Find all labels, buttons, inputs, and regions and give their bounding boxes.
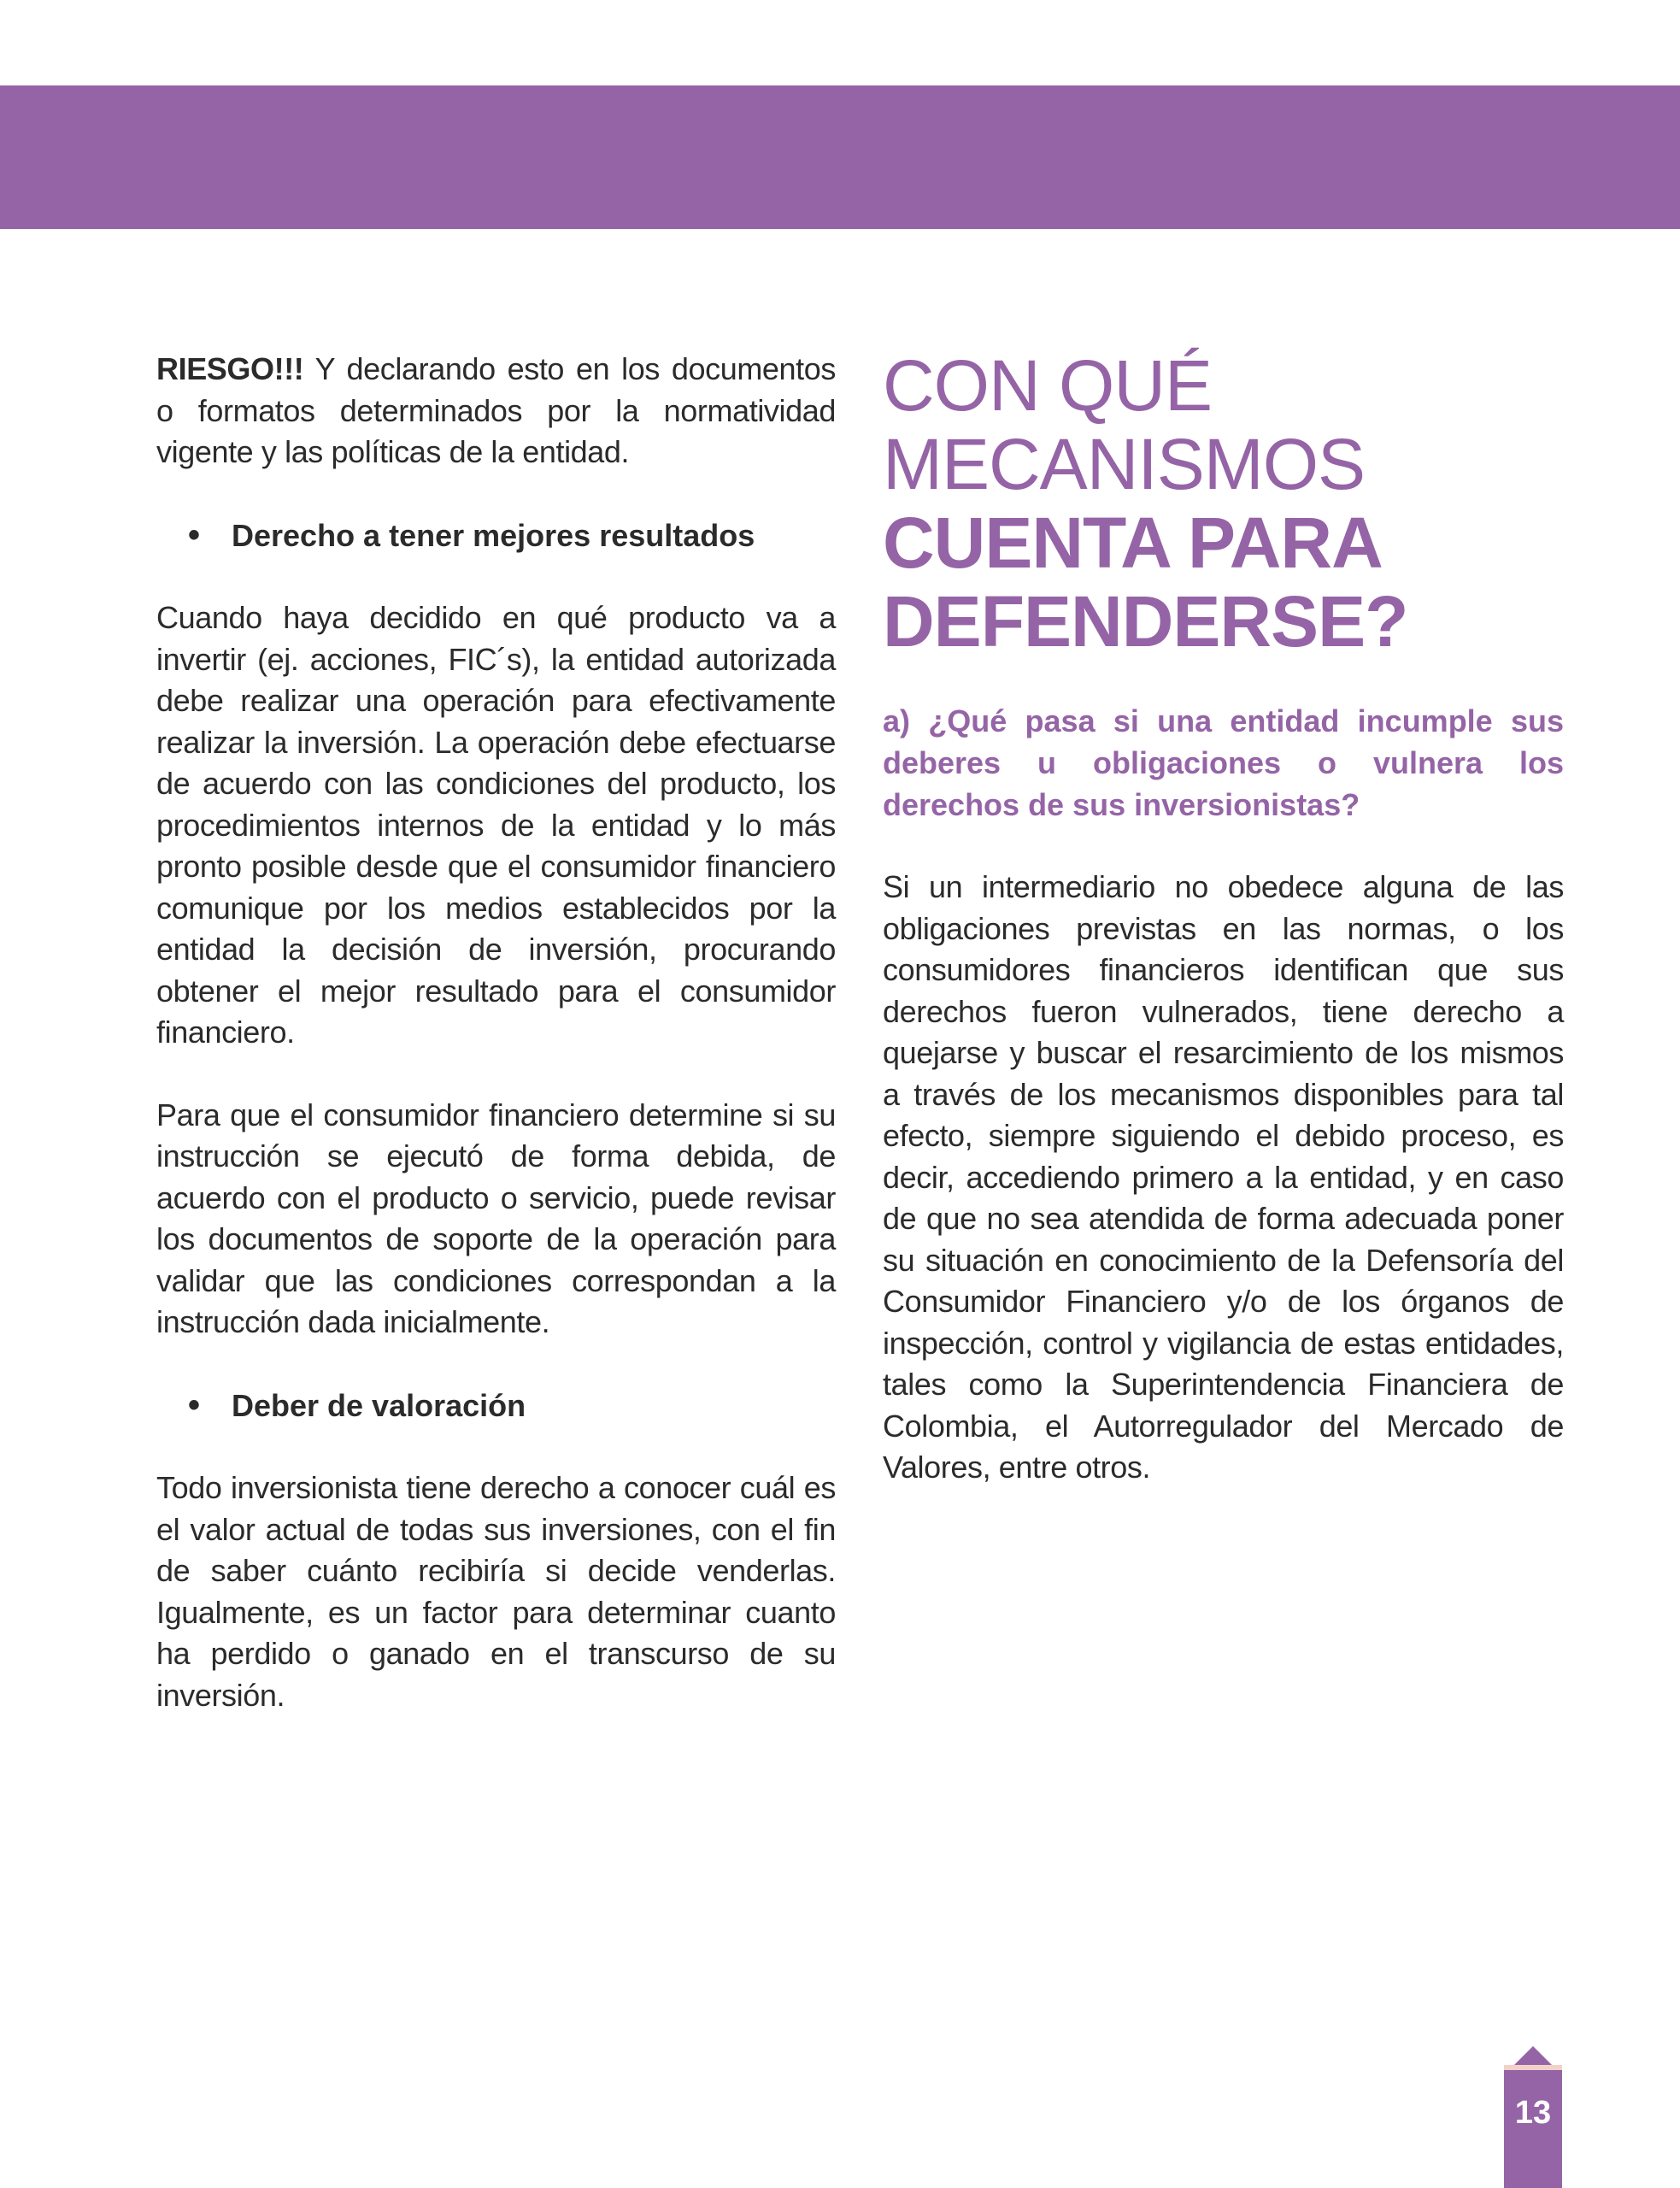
intro-bold-text: RIESGO!!! <box>156 351 304 386</box>
section-title <box>883 346 1564 661</box>
body-paragraph: Para que el consumidor financiero determine si su instrucción se ejecutó de forma debida, de acuerdo con el producto o servicio, puede revisar los documentos de soporte de la operación para validar que las condiciones correspondan a la instrucción dada inicialmente. <box>156 1097 836 1339</box>
bullet-item-resultados <box>156 515 836 557</box>
body-paragraph: Todo inversionista tiene derecho a conocer cuál es el valor actual de todas sus inversiones, con el fin de saber cuánto recibiría si decide venderlas. Igualmente, es un factor para determinar cuanto ha perdido o ganado en el transcurso de su inversión. <box>156 1470 836 1713</box>
header-band <box>0 85 1680 229</box>
page-number: 13 <box>1504 2070 1562 2188</box>
bullet-label: Derecho a tener mejores resultados <box>232 517 755 553</box>
title-line: CON QUÉ <box>883 345 1213 426</box>
title-line: DEFENDERSE? <box>883 581 1408 662</box>
bullet-icon: • <box>187 1385 200 1424</box>
page-number-tab <box>1504 2046 1562 2188</box>
title-line: MECANISMOS <box>883 424 1366 504</box>
body-paragraph: Cuando haya decidido en qué producto va a invertir (ej. acciones, FIC´s), la entidad autorizada debe realizar una operación para efectivamente realizar la inversión. La operación debe efectuarse de acuerdo con las condiciones del producto, los procedimientos internos de la entidad y lo más pronto posible desde que el consumidor financiero comunique por los medios establecidos por la entidad la decisión de inversión, procurando obtener el mejor resultado para el consumidor financiero. <box>156 600 836 1050</box>
title-line: CUENTA PARA <box>883 503 1383 583</box>
question-heading: a) ¿Qué pasa si una entidad incumple sus deberes u obligaciones o vulnera los derechos de sus inversionistas? <box>883 703 1564 822</box>
intro-paragraph <box>156 349 836 473</box>
intro-text: Y declarando esto en los documentos o formatos determinados por la normatividad vigente y las políticas de la entidad. <box>156 351 836 469</box>
bullet-item-valoracion <box>156 1385 836 1427</box>
bullet-icon: • <box>187 515 200 554</box>
pencil-tip-icon <box>1514 2046 1552 2065</box>
right-column <box>883 346 1564 1489</box>
bullet-label: Deber de valoración <box>232 1387 526 1423</box>
answer-paragraph: Si un intermediario no obedece alguna de las obligaciones previstas en las normas, o los consumidores financieros identifican que sus derechos fueron vulnerados, tiene derecho a quejarse y buscar el resarcimiento de los mismos a través de los mecanismos disponibles para tal efecto, siempre siguiendo el debido proceso, es decir, accediendo primero a la entidad, y en caso de que no sea atendida de forma adecuada poner su situación en conocimiento de la Defensoría del Consumidor Financiero y/o de los órganos de inspección, control y vigilancia de estas entidades, tales como la Superintendencia Financiera de Colombia, el Autorregulador del Mercado de Valores, entre otros. <box>883 869 1564 1485</box>
left-column <box>156 349 836 1716</box>
